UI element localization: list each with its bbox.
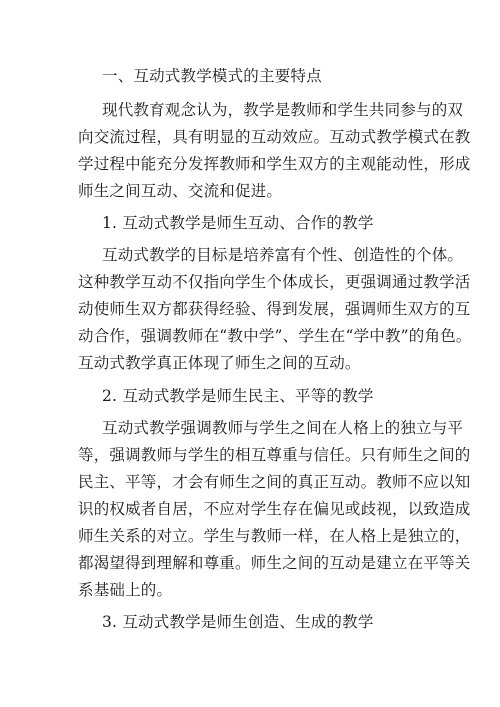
section-title: 一、互动式教学模式的主要特点 bbox=[102, 67, 322, 85]
point2-line-6: 都渴望得到理解和尊重。师生之间的互动是建立在平等关 bbox=[78, 554, 471, 572]
point2-title: 2. 互动式教学是师生民主、平等的教学 bbox=[102, 387, 374, 405]
point2-line-2: 等，强调教师与学生的相互尊重与信任。只有师生之间的 bbox=[78, 446, 471, 464]
point2-line-4: 识的权威者自居，不应对学生存在偏见或歧视，以致造成 bbox=[78, 500, 471, 518]
point1-line-2: 这种教学互动不仅指向学生个体成长，更强调通过教学活 bbox=[78, 273, 471, 291]
point1-title: 1. 互动式教学是师生互动、合作的教学 bbox=[102, 214, 374, 232]
point1-line-5: 互动式教学真正体现了师生之间的互动。 bbox=[78, 354, 361, 372]
point1-line-3: 动使师生双方都获得经验、得到发展，强调师生双方的互 bbox=[78, 300, 471, 318]
point2-line-7: 系基础上的。 bbox=[78, 581, 173, 599]
point3-title: 3. 互动式教学是师生创造、生成的教学 bbox=[102, 613, 374, 631]
point2-line-5: 师生关系的对立。学生与教师一样，在人格上是独立的， bbox=[78, 527, 471, 545]
point1-line-1: 互动式教学的目标是培养富有个性、创造性的个体。 bbox=[102, 246, 464, 264]
point2-line-1: 互动式教学强调教师与学生之间在人格上的独立与平 bbox=[102, 419, 464, 437]
point2-line-3: 民主、平等，才会有师生之间的真正互动。教师不应以知 bbox=[78, 473, 471, 491]
intro-line-4: 师生之间互动、交流和促进。 bbox=[78, 182, 283, 200]
point1-line-4: 动合作，强调教师在“教中学”、学生在“学中教”的角色。 bbox=[78, 327, 472, 345]
intro-line-2: 向交流过程，具有明显的互动效应。互动式教学模式在教 bbox=[78, 128, 471, 146]
intro-line-3: 学过程中能充分发挥教师和学生双方的主观能动性，形成 bbox=[78, 155, 471, 173]
intro-line-1: 现代教育观念认为，教学是教师和学生共同参与的双 bbox=[102, 101, 464, 119]
